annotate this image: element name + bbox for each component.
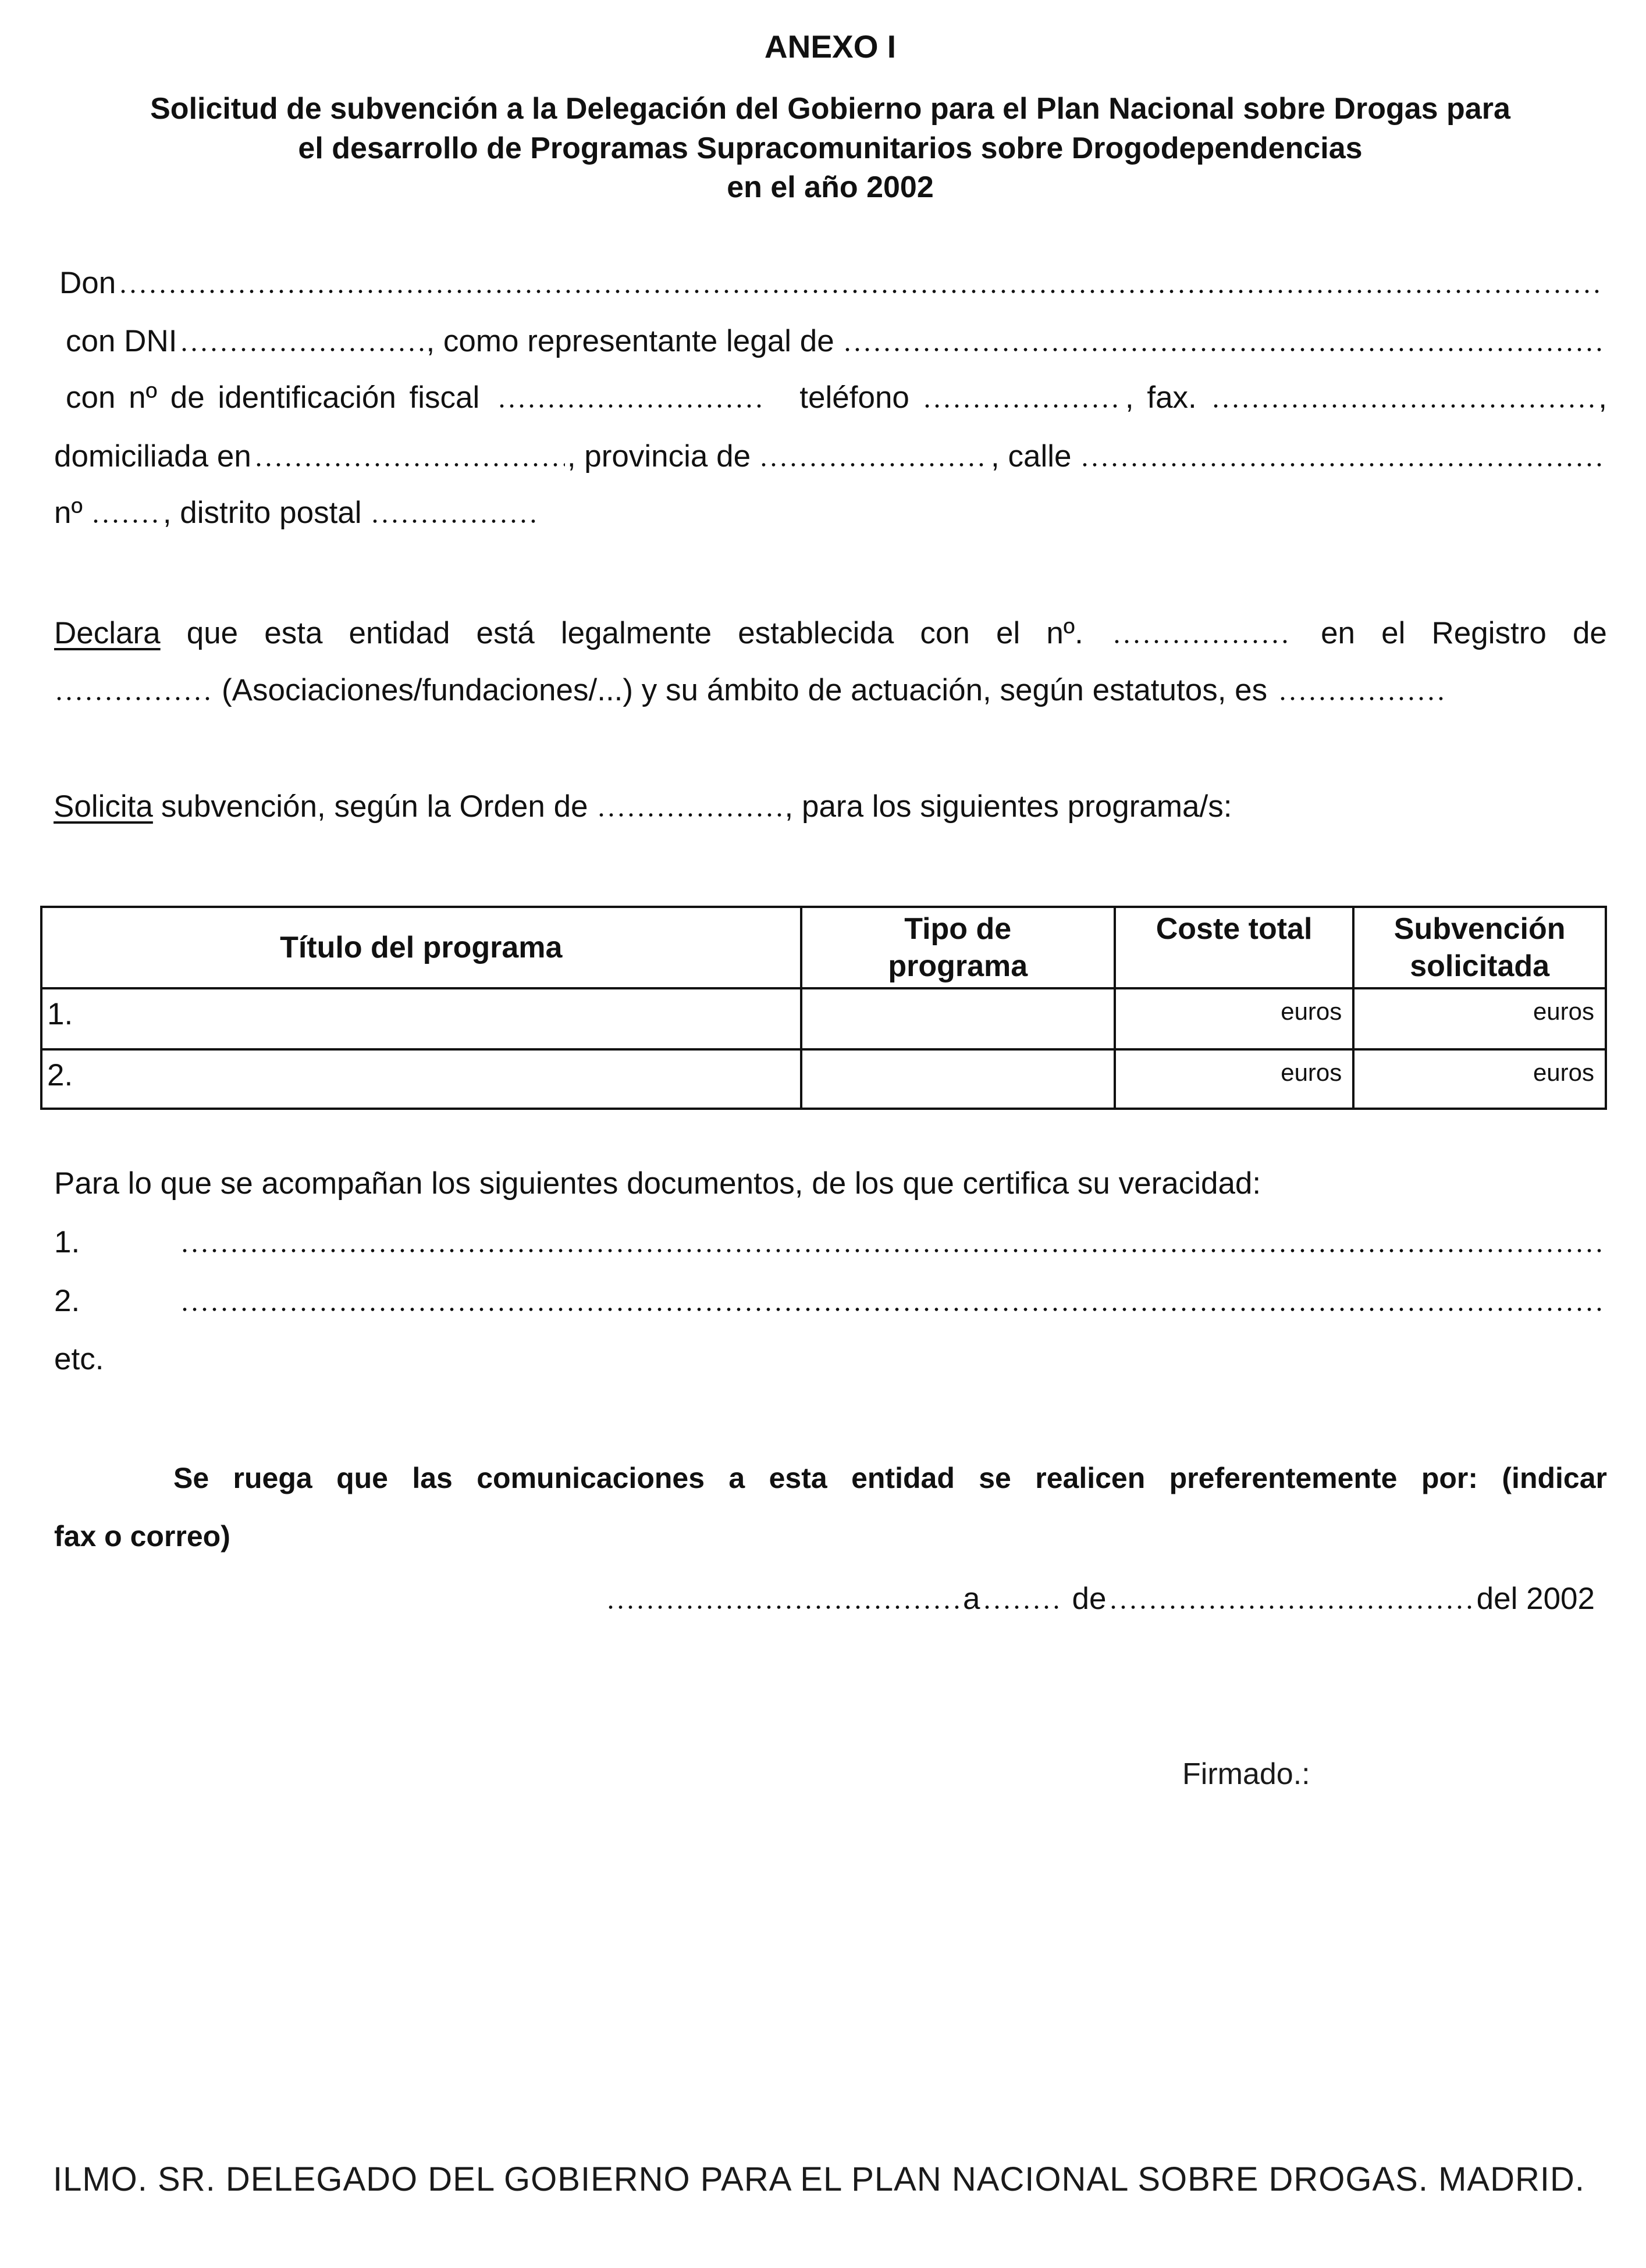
programs-table (40, 906, 1607, 1110)
numero-line (54, 497, 541, 528)
distrito-blank (370, 519, 539, 523)
nif-blank (497, 404, 765, 408)
table-header-row (41, 907, 1606, 988)
fax-label: , fax. (1125, 380, 1197, 415)
header-subvencion-line-2: solicitada (1410, 949, 1550, 983)
document-item-number: 2. (54, 1284, 80, 1318)
request-text-before: subvención, según la Orden de (161, 789, 588, 824)
currency-label: euros (1533, 998, 1594, 1025)
documents-etc: etc. (54, 1342, 104, 1376)
declaration-word: nº. (1046, 616, 1083, 650)
header-coste (1115, 907, 1353, 988)
declaration-word: está (476, 616, 535, 650)
program-title-cell (41, 988, 801, 1049)
declara-keyword: Declara (54, 616, 161, 650)
communications-line-2: fax o correo) (54, 1520, 230, 1553)
fax-comma: , (1598, 380, 1607, 415)
entity-name-blank (842, 348, 1605, 351)
document-blank-2 (180, 1308, 1605, 1311)
telefono-blank (922, 404, 1123, 408)
declaration-word: de (1572, 616, 1607, 650)
don-label: Don (59, 266, 116, 300)
month-blank (1108, 1605, 1474, 1609)
dni-label: con DNI (66, 324, 177, 358)
currency-label: euros (1281, 1059, 1342, 1086)
numero-label: nº (54, 496, 83, 530)
nif-line (66, 382, 1607, 413)
place-blank (606, 1605, 961, 1609)
dni-line (66, 326, 1607, 357)
addressee-footer: ILMO. SR. DELEGADO DEL GOBIERNO PARA EL PLAN NACIONAL SOBRE DROGAS. MADRID. (53, 2160, 1585, 2198)
program-type-cell (801, 1049, 1115, 1109)
document-item-1 (54, 1227, 1607, 1258)
documents-intro: Para lo que se acompañan los siguientes documentos, de los que certifica su veracidad: (54, 1166, 1261, 1201)
declaration-line-1 (54, 618, 1607, 649)
currency-label: euros (1533, 1059, 1594, 1086)
ambito-blank (1278, 697, 1446, 700)
declaration-word: entidad (349, 616, 450, 650)
dni-blank (179, 348, 424, 351)
solicita-keyword: Solicita (54, 789, 153, 824)
header-titulo: Título del programa (41, 907, 801, 988)
header-coste-label: Coste total (1156, 912, 1313, 946)
fax-blank (1211, 404, 1596, 408)
don-name-blank (118, 290, 1605, 293)
header-subvencion (1353, 907, 1606, 988)
domicilio-line (54, 441, 1607, 472)
row-number: 1. (47, 997, 73, 1031)
domiciliada-label: domiciliada en (54, 439, 251, 473)
declaration-word: Registro (1431, 616, 1547, 650)
declaration-word: con (920, 616, 970, 650)
request-line (54, 791, 1232, 822)
provincia-blank (759, 463, 989, 467)
form-title-line-1: Solicitud de subvención a la Delegación del Gobierno para el Plan Nacional sobre Drogas para (150, 92, 1510, 126)
form-title-line-2: el desarrollo de Programas Supracomunitarios sobre Drogodependencias (298, 131, 1363, 165)
program-cost-cell (1115, 1049, 1353, 1109)
document-item-number: 1. (54, 1225, 80, 1259)
distrito-label: , distrito postal (162, 496, 362, 530)
provincia-label: , provincia de (567, 439, 751, 473)
domicilio-blank (254, 463, 565, 467)
program-subsidy-cell (1353, 988, 1606, 1049)
orden-blank (596, 813, 783, 817)
table-row (41, 988, 1606, 1049)
declaration-word: esta (264, 616, 323, 650)
header-tipo-line-2: programa (888, 949, 1028, 983)
header-subvencion-line-1: Subvención (1393, 912, 1566, 946)
date-a-label: a (963, 1582, 980, 1616)
annex-heading: ANEXO I (764, 29, 897, 65)
declaration-word: en (1321, 616, 1356, 650)
day-blank (982, 1605, 1064, 1609)
declaration-word: el (996, 616, 1021, 650)
program-type-cell (801, 988, 1115, 1049)
date-year-label: del 2002 (1476, 1582, 1595, 1616)
registro-number-blank (1112, 640, 1292, 643)
don-line (59, 268, 1607, 298)
communications-line-1: Se ruega que las comunicaciones a esta entidad se realicen preferentemente por: (indicar (173, 1462, 1607, 1494)
registro-type-blank (54, 697, 211, 700)
nif-label: con nº de identificación fiscal (66, 380, 480, 415)
header-tipo (801, 907, 1115, 988)
declaration-word: el (1381, 616, 1406, 650)
telefono-label: teléfono (799, 380, 909, 415)
program-cost-cell (1115, 988, 1353, 1049)
calle-blank (1080, 463, 1605, 467)
declaration-word: legalmente (560, 616, 712, 650)
calle-label: , calle (991, 439, 1072, 473)
table-row (41, 1049, 1606, 1109)
representante-label: , como representante legal de (426, 324, 834, 358)
signature-label: Firmado.: (1182, 1757, 1310, 1791)
declaration-line-2-text: (Asociaciones/fundaciones/...) y su ámbito de actuación, según estatutos, es (222, 673, 1268, 707)
date-line (606, 1583, 1595, 1614)
declaration-line-2 (54, 675, 1449, 706)
date-de-label: de (1072, 1582, 1107, 1616)
program-subsidy-cell (1353, 1049, 1606, 1109)
declaration-word: que (186, 616, 239, 650)
form-title-line-3: en el año 2002 (727, 170, 934, 204)
document-item-2 (54, 1286, 1607, 1316)
program-title-cell (41, 1049, 801, 1109)
request-text-after: , para los siguientes programa/s: (784, 789, 1232, 824)
numero-blank (91, 519, 161, 523)
declaration-word: establecida (738, 616, 894, 650)
document-blank-1 (180, 1249, 1605, 1252)
row-number: 2. (47, 1058, 73, 1092)
currency-label: euros (1281, 998, 1342, 1025)
header-tipo-line-1: Tipo de (904, 912, 1012, 946)
